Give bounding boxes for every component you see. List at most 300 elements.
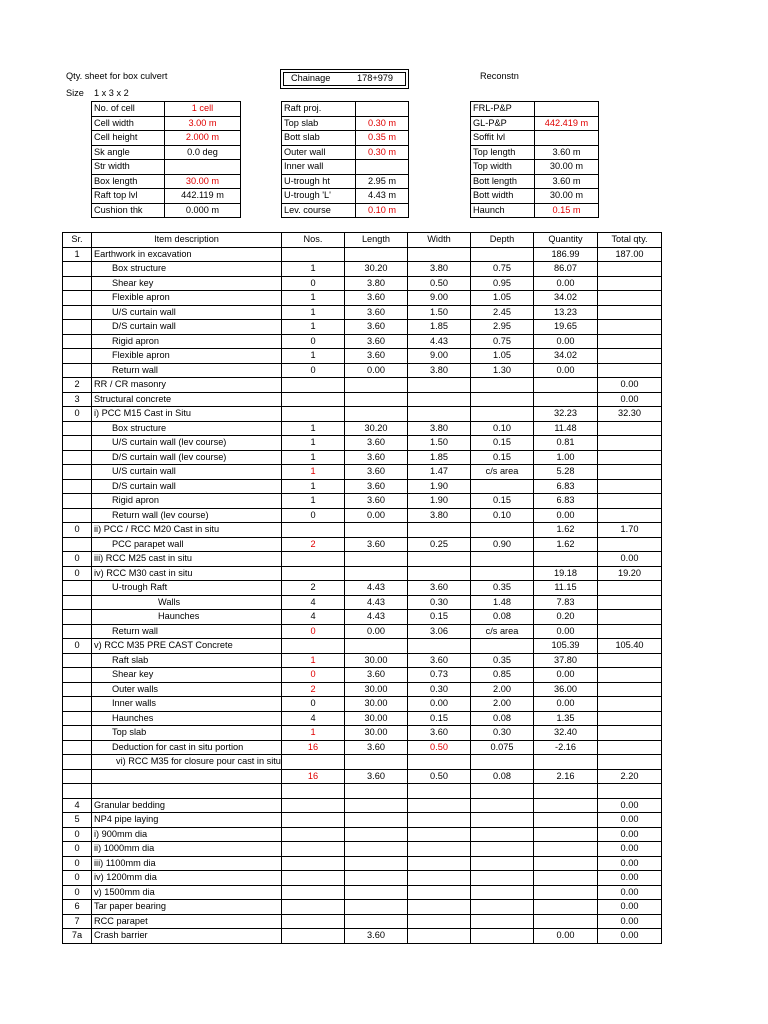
- param-row: [282, 116, 409, 131]
- width-cell: 4.43: [408, 334, 471, 349]
- length-cell: [345, 552, 408, 567]
- nos-cell: [282, 842, 345, 857]
- param-value: 0.30 m: [356, 145, 409, 160]
- item-description: D/S curtain wall: [92, 479, 282, 494]
- size-value: 1 x 3 x 2: [94, 88, 129, 98]
- sr-cell: [63, 421, 92, 436]
- table-row: [63, 842, 662, 857]
- sr-cell: 1: [63, 247, 92, 262]
- quantity-cell: 7.83: [534, 595, 598, 610]
- total-qty-cell: [598, 320, 662, 335]
- quantity-cell: [534, 885, 598, 900]
- depth-cell: 0.075: [471, 740, 534, 755]
- param-value: [165, 160, 241, 175]
- param-value: 30.00 m: [165, 174, 241, 189]
- sr-cell: [63, 537, 92, 552]
- width-cell: [408, 885, 471, 900]
- item-description: Return wall (lev course): [92, 508, 282, 523]
- length-cell: 3.60: [345, 479, 408, 494]
- quantity-cell: 37.80: [534, 653, 598, 668]
- quantity-cell: 105.39: [534, 639, 598, 654]
- width-cell: 0.50: [408, 740, 471, 755]
- param-row: [92, 160, 241, 175]
- width-cell: 0.50: [408, 276, 471, 291]
- length-cell: 3.60: [345, 334, 408, 349]
- total-qty-cell: [598, 450, 662, 465]
- length-cell: 4.43: [345, 581, 408, 596]
- total-qty-cell: [598, 305, 662, 320]
- chainage-value: 178+979: [357, 73, 394, 83]
- length-cell: [345, 798, 408, 813]
- param-label: U-trough 'L': [282, 189, 356, 204]
- depth-cell: 0.75: [471, 334, 534, 349]
- width-cell: 1.85: [408, 320, 471, 335]
- depth-cell: [471, 798, 534, 813]
- quantity-cell: [534, 900, 598, 915]
- param-row: [92, 116, 241, 131]
- quantity-cell: 0.00: [534, 334, 598, 349]
- param-row: [471, 116, 599, 131]
- param-label: Outer wall: [282, 145, 356, 160]
- sr-cell: [63, 363, 92, 378]
- depth-cell: 1.05: [471, 291, 534, 306]
- total-qty-cell: 0.00: [598, 378, 662, 393]
- item-description: U/S curtain wall: [92, 305, 282, 320]
- total-qty-cell: [598, 363, 662, 378]
- nos-cell: [282, 813, 345, 828]
- width-cell: [408, 523, 471, 538]
- total-qty-cell: [598, 697, 662, 712]
- total-qty-cell: [598, 740, 662, 755]
- table-row: [63, 697, 662, 712]
- sr-cell: 0: [63, 885, 92, 900]
- col-header-sr: Sr.: [63, 233, 92, 248]
- item-description: D/S curtain wall: [92, 320, 282, 335]
- quantity-cell: [534, 856, 598, 871]
- width-cell: 0.30: [408, 682, 471, 697]
- length-cell: 3.60: [345, 537, 408, 552]
- nos-cell: [282, 914, 345, 929]
- params-left-table: [91, 101, 241, 218]
- table-row: [63, 566, 662, 581]
- nos-cell: [282, 523, 345, 538]
- nos-cell: 0: [282, 334, 345, 349]
- total-qty-cell: 0.00: [598, 871, 662, 886]
- width-cell: [408, 247, 471, 262]
- quantity-cell: 0.00: [534, 929, 598, 944]
- sr-cell: [63, 668, 92, 683]
- item-description: Flexible apron: [92, 349, 282, 364]
- item-description: RCC parapet: [92, 914, 282, 929]
- param-row: [282, 131, 409, 146]
- length-cell: [345, 885, 408, 900]
- table-row: [63, 900, 662, 915]
- depth-cell: c/s area: [471, 624, 534, 639]
- table-row: [63, 827, 662, 842]
- nos-cell: 1: [282, 421, 345, 436]
- quantity-cell: [534, 871, 598, 886]
- quantity-cell: 32.23: [534, 407, 598, 422]
- depth-cell: [471, 827, 534, 842]
- quantity-cell: 0.81: [534, 436, 598, 451]
- param-row: [92, 145, 241, 160]
- nos-cell: 1: [282, 291, 345, 306]
- param-label: U-trough ht: [282, 174, 356, 189]
- length-cell: [345, 566, 408, 581]
- table-row: [63, 624, 662, 639]
- param-value: 2.000 m: [165, 131, 241, 146]
- quantity-table: [62, 232, 662, 944]
- width-cell: [408, 784, 471, 799]
- total-qty-cell: [598, 291, 662, 306]
- depth-cell: 0.30: [471, 726, 534, 741]
- param-row: [282, 174, 409, 189]
- item-description: Raft slab: [92, 653, 282, 668]
- quantity-cell: [534, 813, 598, 828]
- table-row: [63, 363, 662, 378]
- sr-cell: [63, 581, 92, 596]
- sr-cell: [63, 711, 92, 726]
- table-row: [63, 595, 662, 610]
- nos-cell: 1: [282, 450, 345, 465]
- sr-cell: 7: [63, 914, 92, 929]
- total-qty-cell: [598, 421, 662, 436]
- length-cell: [345, 871, 408, 886]
- item-description: Flexible apron: [92, 291, 282, 306]
- param-label: No. of cell: [92, 102, 165, 117]
- depth-cell: 0.95: [471, 276, 534, 291]
- quantity-cell: 6.83: [534, 479, 598, 494]
- sr-cell: [63, 494, 92, 509]
- total-qty-cell: [598, 755, 662, 770]
- nos-cell: 0: [282, 508, 345, 523]
- sr-cell: [63, 653, 92, 668]
- item-description: Box structure: [92, 262, 282, 277]
- sr-cell: 3: [63, 392, 92, 407]
- item-description: U/S curtain wall: [92, 465, 282, 480]
- item-description: Box structure: [92, 421, 282, 436]
- size-label: Size: [66, 88, 84, 98]
- width-cell: 3.60: [408, 726, 471, 741]
- total-qty-cell: [598, 508, 662, 523]
- param-value: 0.10 m: [356, 203, 409, 218]
- depth-cell: 0.08: [471, 711, 534, 726]
- sr-cell: [63, 624, 92, 639]
- depth-cell: 2.95: [471, 320, 534, 335]
- depth-cell: c/s area: [471, 465, 534, 480]
- depth-cell: [471, 392, 534, 407]
- sr-cell: 0: [63, 856, 92, 871]
- nos-cell: 0: [282, 668, 345, 683]
- width-cell: 0.00: [408, 697, 471, 712]
- length-cell: 30.00: [345, 726, 408, 741]
- item-description: i) PCC M15 Cast in Situ: [92, 407, 282, 422]
- param-value: [535, 131, 599, 146]
- sr-cell: [63, 784, 92, 799]
- param-label: GL-P&P: [471, 116, 535, 131]
- sheet-title: Qty. sheet for box culvert: [66, 71, 168, 81]
- quantity-cell: 32.40: [534, 726, 598, 741]
- sr-cell: 6: [63, 900, 92, 915]
- length-cell: 30.00: [345, 653, 408, 668]
- length-cell: 3.60: [345, 494, 408, 509]
- param-value: 1 cell: [165, 102, 241, 117]
- sr-cell: [63, 262, 92, 277]
- nos-cell: 1: [282, 479, 345, 494]
- item-description: iv) 1200mm dia: [92, 871, 282, 886]
- length-cell: [345, 407, 408, 422]
- table-row: [63, 740, 662, 755]
- table-row: [63, 494, 662, 509]
- nos-cell: [282, 566, 345, 581]
- item-description: D/S curtain wall (lev course): [92, 450, 282, 465]
- total-qty-cell: 0.00: [598, 885, 662, 900]
- sr-cell: [63, 697, 92, 712]
- table-row: [63, 929, 662, 944]
- width-cell: [408, 900, 471, 915]
- param-label: Lev. course: [282, 203, 356, 218]
- param-value: 442.119 m: [165, 189, 241, 204]
- sr-cell: [63, 305, 92, 320]
- sr-cell: [63, 479, 92, 494]
- param-row: [92, 203, 241, 218]
- total-qty-cell: [598, 465, 662, 480]
- width-cell: 0.30: [408, 595, 471, 610]
- sr-cell: 0: [63, 871, 92, 886]
- item-description: Haunches: [92, 610, 282, 625]
- param-value: 0.15 m: [535, 203, 599, 218]
- table-row: [63, 639, 662, 654]
- table-row: [63, 726, 662, 741]
- item-description: iii) RCC M25 cast in situ: [92, 552, 282, 567]
- param-value: 3.60 m: [535, 145, 599, 160]
- length-cell: 3.60: [345, 929, 408, 944]
- length-cell: 30.00: [345, 711, 408, 726]
- total-qty-cell: [598, 610, 662, 625]
- sr-cell: [63, 320, 92, 335]
- quantity-cell: 34.02: [534, 349, 598, 364]
- sr-cell: [63, 769, 92, 784]
- param-value: 3.60 m: [535, 174, 599, 189]
- quantity-cell: [534, 755, 598, 770]
- nos-cell: 2: [282, 581, 345, 596]
- table-row: [63, 653, 662, 668]
- sr-cell: 4: [63, 798, 92, 813]
- sr-cell: 7a: [63, 929, 92, 944]
- nos-cell: 0: [282, 363, 345, 378]
- param-label: Raft top lvl: [92, 189, 165, 204]
- item-description: v) 1500mm dia: [92, 885, 282, 900]
- width-cell: 0.50: [408, 769, 471, 784]
- length-cell: [345, 378, 408, 393]
- quantity-cell: 0.00: [534, 624, 598, 639]
- table-row: [63, 291, 662, 306]
- length-cell: 3.60: [345, 305, 408, 320]
- table-row: [63, 349, 662, 364]
- nos-cell: [282, 856, 345, 871]
- depth-cell: 2.45: [471, 305, 534, 320]
- table-row: [63, 378, 662, 393]
- total-qty-cell: 0.00: [598, 813, 662, 828]
- total-qty-cell: 0.00: [598, 914, 662, 929]
- quantity-cell: 0.00: [534, 668, 598, 683]
- total-qty-cell: 0.00: [598, 842, 662, 857]
- total-qty-cell: 105.40: [598, 639, 662, 654]
- length-cell: 3.60: [345, 450, 408, 465]
- param-value: 30.00 m: [535, 189, 599, 204]
- length-cell: 3.60: [345, 668, 408, 683]
- table-row: [63, 523, 662, 538]
- width-cell: [408, 407, 471, 422]
- length-cell: 4.43: [345, 610, 408, 625]
- col-header-quantity: Quantity: [534, 233, 598, 248]
- quantity-cell: [534, 392, 598, 407]
- quantity-cell: 36.00: [534, 682, 598, 697]
- nos-cell: [282, 392, 345, 407]
- param-label: Sk angle: [92, 145, 165, 160]
- quantity-cell: 86.07: [534, 262, 598, 277]
- quantity-cell: 1.00: [534, 450, 598, 465]
- nos-cell: 16: [282, 740, 345, 755]
- depth-cell: [471, 885, 534, 900]
- width-cell: 0.25: [408, 537, 471, 552]
- depth-cell: [471, 856, 534, 871]
- table-header-row: [63, 233, 662, 248]
- nos-cell: 1: [282, 726, 345, 741]
- length-cell: [345, 755, 408, 770]
- col-header-item: Item description: [92, 233, 282, 248]
- param-value: 0.0 deg: [165, 145, 241, 160]
- total-qty-cell: 0.00: [598, 798, 662, 813]
- nos-cell: 1: [282, 349, 345, 364]
- length-cell: 4.43: [345, 595, 408, 610]
- width-cell: 3.60: [408, 653, 471, 668]
- table-row: [63, 537, 662, 552]
- total-qty-cell: 19.20: [598, 566, 662, 581]
- param-value: 4.43 m: [356, 189, 409, 204]
- sr-cell: 0: [63, 566, 92, 581]
- quantity-cell: 0.00: [534, 697, 598, 712]
- nos-cell: 1: [282, 494, 345, 509]
- param-row: [282, 102, 409, 117]
- item-description: [92, 784, 282, 799]
- quantity-cell: 34.02: [534, 291, 598, 306]
- sr-cell: [63, 276, 92, 291]
- table-row: [63, 276, 662, 291]
- param-value: 442.419 m: [535, 116, 599, 131]
- param-row: [282, 145, 409, 160]
- total-qty-cell: [598, 349, 662, 364]
- total-qty-cell: [598, 711, 662, 726]
- nos-cell: 4: [282, 595, 345, 610]
- item-description: RR / CR masonry: [92, 378, 282, 393]
- width-cell: 3.06: [408, 624, 471, 639]
- width-cell: [408, 566, 471, 581]
- total-qty-cell: [598, 624, 662, 639]
- width-cell: 3.80: [408, 262, 471, 277]
- total-qty-cell: 0.00: [598, 900, 662, 915]
- item-description: ii) 1000mm dia: [92, 842, 282, 857]
- sr-cell: [63, 740, 92, 755]
- quantity-cell: [534, 914, 598, 929]
- depth-cell: [471, 247, 534, 262]
- total-qty-cell: 0.00: [598, 392, 662, 407]
- depth-cell: [471, 523, 534, 538]
- table-row: [63, 711, 662, 726]
- depth-cell: [471, 784, 534, 799]
- length-cell: [345, 784, 408, 799]
- total-qty-cell: 0.00: [598, 929, 662, 944]
- table-row: [63, 813, 662, 828]
- quantity-cell: 13.23: [534, 305, 598, 320]
- sr-cell: 0: [63, 523, 92, 538]
- quantity-cell: 0.00: [534, 276, 598, 291]
- length-cell: [345, 247, 408, 262]
- total-qty-cell: [598, 436, 662, 451]
- sr-cell: [63, 450, 92, 465]
- depth-cell: [471, 407, 534, 422]
- depth-cell: [471, 755, 534, 770]
- nos-cell: [282, 827, 345, 842]
- item-description: iii) 1100mm dia: [92, 856, 282, 871]
- table-row: [63, 465, 662, 480]
- item-description: Earthwork in excavation: [92, 247, 282, 262]
- nos-cell: 1: [282, 465, 345, 480]
- width-cell: [408, 392, 471, 407]
- item-description: ii) PCC / RCC M20 Cast in situ: [92, 523, 282, 538]
- nos-cell: [282, 407, 345, 422]
- param-label: Bott slab: [282, 131, 356, 146]
- quantity-cell: [534, 378, 598, 393]
- quantity-cell: 1.62: [534, 523, 598, 538]
- total-qty-cell: 0.00: [598, 827, 662, 842]
- nos-cell: 4: [282, 711, 345, 726]
- depth-cell: 0.10: [471, 508, 534, 523]
- sr-cell: [63, 349, 92, 364]
- quantity-cell: 1.35: [534, 711, 598, 726]
- table-row: [63, 450, 662, 465]
- param-row: [282, 203, 409, 218]
- depth-cell: [471, 552, 534, 567]
- length-cell: 0.00: [345, 624, 408, 639]
- table-row: [63, 914, 662, 929]
- quantity-cell: 0.20: [534, 610, 598, 625]
- depth-cell: 0.15: [471, 436, 534, 451]
- item-description: U/S curtain wall (lev course): [92, 436, 282, 451]
- table-row: [63, 305, 662, 320]
- sr-cell: [63, 595, 92, 610]
- table-row: [63, 334, 662, 349]
- width-cell: [408, 842, 471, 857]
- param-label: Box length: [92, 174, 165, 189]
- width-cell: 3.80: [408, 421, 471, 436]
- sr-cell: [63, 610, 92, 625]
- table-row: [63, 421, 662, 436]
- total-qty-cell: 0.00: [598, 552, 662, 567]
- length-cell: 30.20: [345, 421, 408, 436]
- width-cell: 0.73: [408, 668, 471, 683]
- depth-cell: 0.15: [471, 494, 534, 509]
- param-value: [535, 102, 599, 117]
- length-cell: 3.60: [345, 769, 408, 784]
- total-qty-cell: [598, 581, 662, 596]
- nos-cell: 0: [282, 276, 345, 291]
- sr-cell: 0: [63, 842, 92, 857]
- depth-cell: 0.35: [471, 581, 534, 596]
- param-value: 3.00 m: [165, 116, 241, 131]
- table-row: [63, 508, 662, 523]
- param-label: Bott width: [471, 189, 535, 204]
